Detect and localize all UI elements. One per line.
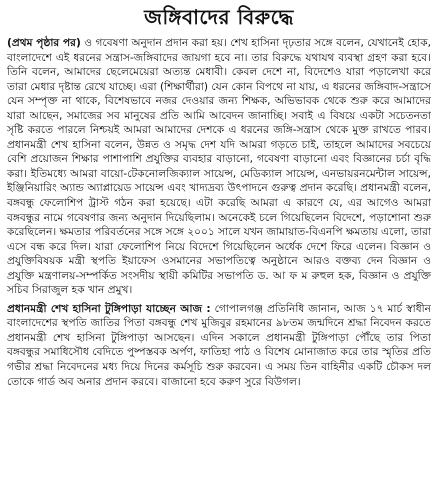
article-paragraph-continuation bbox=[7, 36, 431, 298]
article-paragraph-tungipara bbox=[7, 302, 431, 389]
tungipara-body-text: গোপালগঞ্জ প্রতিনিধি জানান, আজ ১৭ মার্চ স্বাধীন বাংলাদেশের স্থপতি জাতির পিতা বঙ্গবন্ধু শেখ মুজিবুর রহমানের ৯৮তম জন্মদিনে শ্রদ্ধা নিবেদন করতে প্রধানমন্ত্রী শেখ হাসিনা টুঙ্গিপাড়া আসছেন। এদিন সকালে প্রধানমন্ত্রী টুঙ্গিপাড়া পৌঁছে তার পিতা বঙ্গবন্ধুর সমাধিসৌধ বেদিতে পুষ্পস্তবক অর্পণ, ফাতিহা পাঠ ও বিশেষ মোনাজাত করে তার স্মৃতির প্রতি গভীর শ্রদ্ধা নিবেদনের মধ্য দিয়ে দিনের কর্মসূচি শুরু করবেন। এ সময় তিন বাহিনীর একটি চৌকস দল তোকে গার্ড অব অনার প্রদান করবে। বাজানো হবে করুণ সুরে বিউগল। bbox=[7, 302, 431, 388]
article-headline: জঙ্গিবাদের বিরুদ্ধে bbox=[144, 5, 294, 29]
subheadline-tungipara: প্রধানমন্ত্রী শেখ হাসিনা টুঙ্গিপাড়া যাচ্ছেন আজ : bbox=[7, 302, 211, 315]
article-body-text: ও গবেষণা অনুদান প্রদান করা হয়। শেখ হাসিনা দৃঢ়তার সঙ্গে বলেন, যেখানেই হোক, বাংলাদেশে এই ধরনের সন্ত্রাস-জঙ্গিবাদের জায়গা হবে না। তার বিরুদ্ধে যথাযথ ব্যবস্থা গ্রহণ করা হবে। তিনি বলেন, আমাদের ছেলেমেয়েরা অত্যন্ত মেধাবী। কেবল দেশে না, বিদেশেও যারা পড়ালেখা করে তারা মেধার দৃষ্টান্ত রেখে যাচ্ছে। এরা (শিক্ষার্থীরা) যেন কোন বিপথে না যায়, এ ধরনের জঙ্গিবাদ-সন্ত্রাসে যেন সম্পৃক্ত না থাকে, বিশেষভাবে নজর দেওয়ার জন্য শিক্ষক, অভিভাবক থেকে শুরু করে আমাদের যারা আছেন, সমাজের সব মানুষের প্রতি আমি আবেদন জানাচ্ছি। সবাই এ বিষয়ে একটা সচেতনতা সৃষ্টি করতে পারলে নিশ্চয়ই আমরা আমাদের দেশকে এ ধরনের জঙ্গি-সন্ত্রাস থেকে মুক্ত রাখতে পারব। প্রধানমন্ত্রী শেখ হাসিনা বলেন, উন্নত ও সমৃদ্ধ দেশ যদি আমরা গড়তে চাই, তাহলে আমাদের সবচেয়ে বেশি প্রয়োজন শিক্ষার পাশাপাশি প্রযুক্তির ব্যবহার বাড়ানো, গবেষণা বাড়ানো এবং বিজ্ঞানের চর্চা বৃদ্ধি করা। ইতিমধ্যে আমরা বায়ো-টেকনোলজিক্যাল সায়েন্স, মেডিক্যাল সায়েন্স, এনভায়রনমেন্টাল সায়েন্স, ইঞ্জিনিয়ারিং অ্যান্ড অ্যাপ্লায়েড সায়েন্স এবং খাদ্যদ্রব্য উৎপাদনে গুরুত্ব প্রদান করেছি। প্রধানমন্ত্রী বলেন, বঙ্গবন্ধু ফেলোশিপ ট্রাস্ট গঠন করা হয়েছে। এটা করেছি আমরা এ কারণে যে, এর আগেও আমরা বঙ্গবন্ধুর নামে গবেষণার জন্য অনুদান দিয়েছিলাম। অনেকেই চলে গিয়েছিলেন বিদেশে, পড়াশোনা শুরু করেছিলেন। ক্ষমতার পরিবর্তনের সঙ্গে সঙ্গে ২০০১ সালে যখন জামায়াত-বিএনপি ক্ষমতায় এলো, তারা এসে বন্ধ করে দিল। যারা ফেলোশিপ নিয়ে বিদেশে গিয়েছিলেন অর্ধেক দেশে ফিরে এলেন। বিজ্ঞান ও প্রযুক্তিবিষয়ক মন্ত্রী স্থপতি ইয়াফেস ওসমানের সভাপতিত্বে অনুষ্ঠানে আরও বক্তব্য দেন বিজ্ঞান ও প্রযুক্তি মন্ত্রণালয়-সম্পর্কিত সংসদীয় স্থায়ী কমিটির সভাপতি ড. আ ফ ম রুহুল হক, বিজ্ঞান ও প্রযুক্তি সচিব সিরাজুল হক খান প্রমুখ। bbox=[7, 37, 431, 297]
continuation-label: (প্রথম পৃষ্ঠার পর) bbox=[7, 37, 81, 49]
